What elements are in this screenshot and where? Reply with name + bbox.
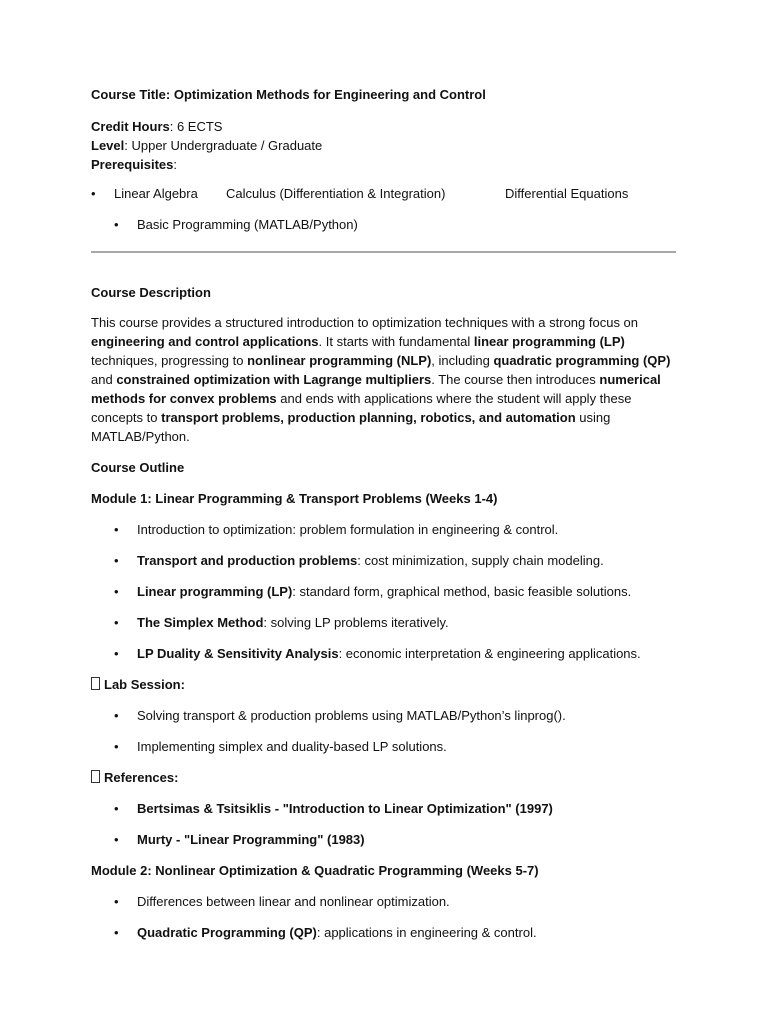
bullet-icon: • — [114, 584, 119, 599]
module-1-topics — [91, 520, 681, 663]
bullet-icon: • — [114, 925, 119, 940]
lab-session-label: Lab Session: — [104, 677, 185, 692]
module-2-title: Module 2: Nonlinear Optimization & Quadratic Programming (Weeks 5-7) — [91, 863, 539, 878]
list-item — [91, 613, 681, 632]
references-items — [91, 799, 681, 849]
course-description-heading: Course Description — [91, 285, 211, 300]
prerequisites-row — [91, 186, 681, 205]
bullet-icon: • — [114, 646, 119, 661]
item-bold: Transport and production problems — [137, 553, 358, 568]
desc-text: . The course then introduces — [431, 372, 600, 387]
desc-emphasis: transport problems, production planning, robotics, and automation — [161, 410, 576, 425]
list-item — [91, 830, 681, 849]
list-item — [91, 892, 681, 911]
desc-emphasis: nonlinear programming (NLP) — [247, 353, 432, 368]
bullet-icon: • — [114, 832, 119, 847]
missing-glyph-icon — [91, 677, 100, 690]
lab-session-heading — [91, 675, 681, 694]
item-bold: Linear programming (LP) — [137, 584, 293, 599]
desc-text: techniques, progressing to — [91, 353, 248, 368]
desc-emphasis: linear programming (LP) — [473, 334, 625, 349]
list-item — [91, 923, 681, 942]
prerequisite-item: Differential Equations — [505, 186, 629, 201]
desc-emphasis: numerical methods for convex problems — [91, 372, 661, 406]
item-bold: Quadratic Programming (QP) — [137, 925, 317, 940]
item-text: : cost minimization, supply chain modeling. — [357, 553, 604, 568]
credit-hours-label: Credit Hours — [91, 119, 170, 134]
prerequisites-colon: : — [173, 157, 177, 172]
prerequisites-label: Prerequisites — [91, 157, 174, 172]
desc-text: and — [91, 372, 117, 387]
credit-hours-value: : 6 ECTS — [169, 119, 223, 134]
module-1-title: Module 1: Linear Programming & Transport Problems (Weeks 1-4) — [91, 491, 498, 506]
document-page — [91, 86, 681, 942]
course-outline-heading: Course Outline — [91, 460, 185, 475]
horizontal-divider — [91, 251, 676, 253]
bullet-icon: • — [114, 217, 119, 232]
desc-text: This course provides a structured introduction to optimization techniques with a strong focus on — [91, 315, 639, 330]
reference-text: Bertsimas & Tsitsiklis - "Introduction to Linear Optimization" (1997) — [137, 801, 553, 816]
module-2-topics — [91, 892, 681, 942]
bullet-icon: • — [91, 186, 96, 201]
prerequisite-item: Linear Algebra — [114, 186, 198, 201]
prerequisites-heading — [91, 155, 681, 174]
item-text: : standard form, graphical method, basic feasible solutions. — [292, 584, 632, 599]
item-text: : solving LP problems iteratively. — [263, 615, 449, 630]
course-title-label: Course Title: — [91, 87, 171, 102]
item-text: Differences between linear and nonlinear optimization. — [137, 894, 450, 909]
item-text: : economic interpretation & engineering applications. — [338, 646, 641, 661]
course-title-text: Optimization Methods for Engineering and Control — [173, 87, 486, 102]
desc-emphasis: constrained optimization with Lagrange multipliers — [116, 372, 432, 387]
course-description-text — [91, 313, 681, 446]
list-item — [91, 582, 681, 601]
item-text: : applications in engineering & control. — [316, 925, 537, 940]
reference-text: Murty - "Linear Programming" (1983) — [137, 832, 365, 847]
desc-emphasis: quadratic programming (QP) — [493, 353, 671, 368]
list-item — [91, 737, 681, 756]
lab-session-items — [91, 706, 681, 756]
item-bold: LP Duality & Sensitivity Analysis — [137, 646, 339, 661]
bullet-icon: • — [114, 739, 119, 754]
list-item — [91, 551, 681, 570]
desc-emphasis: engineering and control applications — [91, 334, 319, 349]
bullet-icon: • — [114, 894, 119, 909]
list-item — [91, 799, 681, 818]
item-bold: The Simplex Method — [137, 615, 264, 630]
course-title — [91, 86, 681, 104]
level-value: : Upper Undergraduate / Graduate — [124, 138, 323, 153]
list-item — [91, 520, 681, 539]
missing-glyph-icon — [91, 770, 100, 783]
bullet-icon: • — [114, 801, 119, 816]
list-item — [91, 706, 681, 725]
references-label: References: — [104, 770, 179, 785]
credit-hours — [91, 117, 681, 136]
desc-text: , including — [431, 353, 494, 368]
item-text: Solving transport & production problems using MATLAB/Python’s linprog(). — [137, 708, 566, 723]
item-text: Implementing simplex and duality-based LP solutions. — [137, 739, 447, 754]
bullet-icon: • — [114, 553, 119, 568]
level-label: Level — [91, 138, 125, 153]
desc-text: and ends with applications where the student will apply these concepts to — [91, 391, 632, 425]
prerequisite-item: Calculus (Differentiation & Integration) — [226, 186, 446, 201]
desc-text: using MATLAB/Python. — [91, 410, 611, 444]
desc-text: . It starts with fundamental — [318, 334, 474, 349]
prerequisite-item: Basic Programming (MATLAB/Python) — [137, 217, 358, 232]
item-text: Introduction to optimization: problem formulation in engineering & control. — [137, 522, 559, 537]
bullet-icon: • — [114, 522, 119, 537]
bullet-icon: • — [114, 615, 119, 630]
prerequisites-row — [91, 217, 681, 236]
list-item — [91, 644, 681, 663]
bullet-icon: • — [114, 708, 119, 723]
references-heading — [91, 768, 681, 787]
level — [91, 136, 681, 155]
